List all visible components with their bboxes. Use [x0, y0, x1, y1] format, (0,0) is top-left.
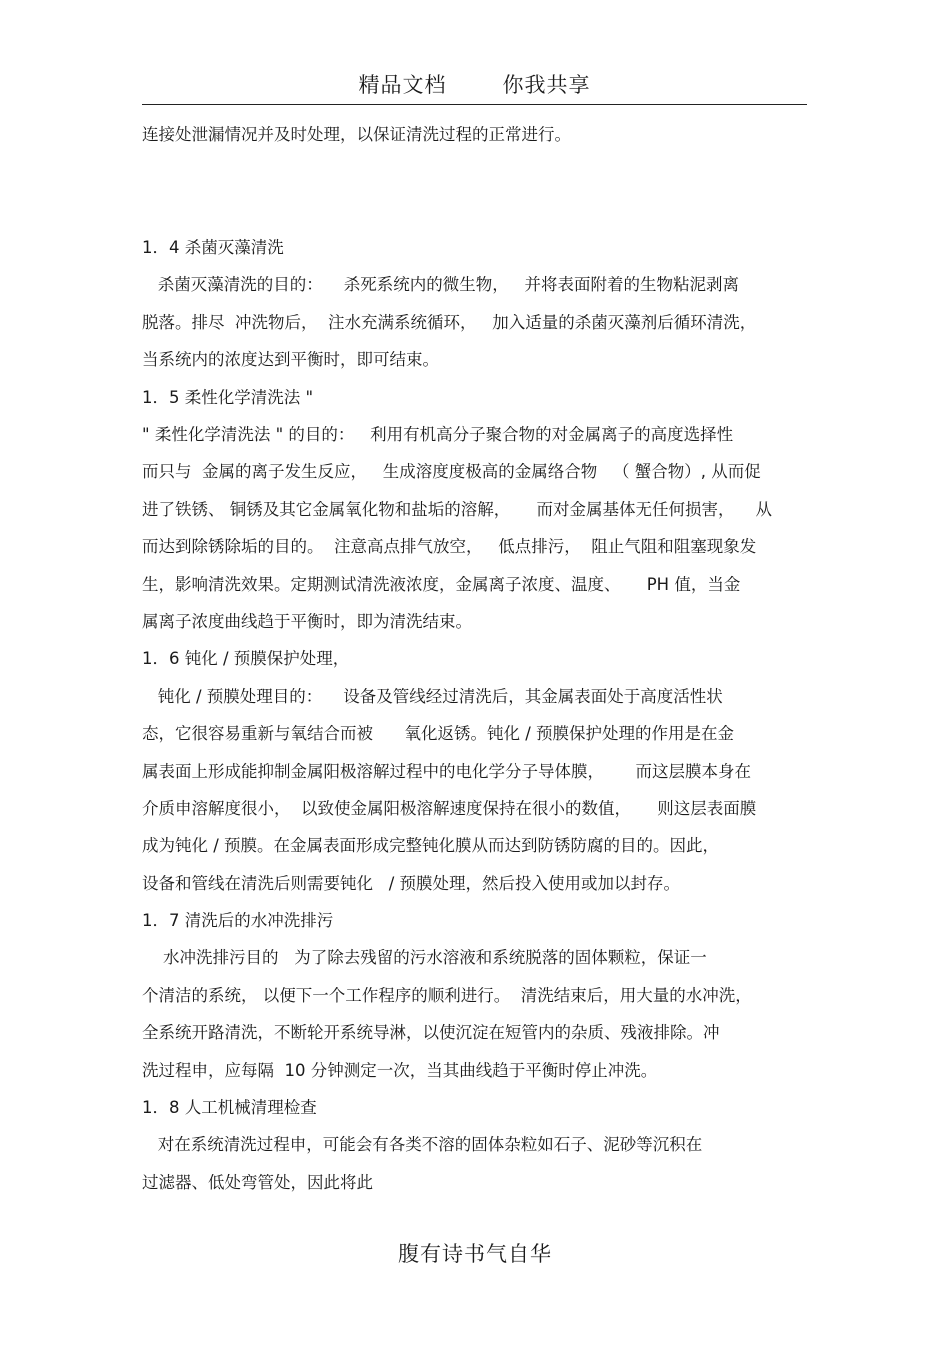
body-line: 态，它很容易重新与氧结合而被 氧化返锈。钝化 / 预膜保护处理的作用是在金 [142, 724, 735, 743]
body-line: 水冲洗排污目的 为了除去残留的污水溶液和系统脱落的固体颗粒，保证一 [142, 948, 707, 967]
section-heading: 1．8 人工机械清理检查 [142, 1098, 317, 1117]
section-heading: 1．7 清洗后的水冲洗排污 [142, 911, 334, 930]
body-line: 而达到除锈除垢的目的。 注意高点排气放空， 低点排污， 阻止气阻和阻塞现象发 [142, 537, 757, 556]
body-line: 钝化 / 预膜处理目的： 设备及管线经过清洗后，其金属表面处于高度活性状 [142, 687, 723, 706]
body-line: " 柔性化学清洗法 " 的目的： 利用有机高分子聚合物的对金属离子的高度选择性 [142, 425, 734, 444]
body-line: 介质申溶解度很小， 以致使金属阳极溶解速度保持在很小的数值， 则这层表面膜 [142, 799, 757, 818]
page-footer: 腹有诗书气自华 [398, 1242, 552, 1266]
body-line: 进了铁锈、 铜锈及其它金属氧化物和盐垢的溶解， 而对金属基体无任何损害， 从 [142, 500, 772, 519]
section-heading: 1．6 钝化 / 预膜保护处理， [142, 649, 350, 668]
header-right-text: 你我共享 [502, 73, 591, 97]
body-line: 杀菌灭藻清洗的目的： 杀死系统内的微生物， 并将表面附着的生物粘泥剥离 [142, 275, 739, 294]
body-line: 设备和管线在清洗后则需要钝化 / 预膜处理，然后投入使用或加以封存。 [142, 874, 681, 893]
section-heading: 1．5 柔性化学清洗法 " [142, 388, 314, 407]
body-line: 过滤器、低处弯管处，因此将此 [142, 1173, 373, 1192]
body-line: 生，影响清洗效果。定期测试清洗液浓度，金属离子浓度、温度、 PH 值，当金 [142, 575, 741, 594]
body-line: 而只与 金属的离子发生反应， 生成溶度度极高的金属络合物 （ 蟹合物）, 从而促 [142, 462, 761, 481]
body-line: 脱落。排尽 冲洗物后， 注水充满系统循环， 加入适量的杀菌灭藻剂后循环清洗， [142, 313, 757, 332]
body-line: 属离子浓度曲线趋于平衡时，即为清洗结束。 [142, 612, 472, 631]
body-line: 个清洁的系统， 以便下一个工作程序的顺利进行。 清洗结束后，用大量的水冲洗， [142, 986, 752, 1005]
section-heading: 1．4 杀菌灭藻清洗 [142, 238, 284, 257]
body-line: 全系统开路清洗，不断轮开系统导淋，以使沉淀在短管内的杂质、残液排除。冲 [142, 1023, 720, 1042]
body-line: 当系统内的浓度达到平衡时，即可结束。 [142, 350, 439, 369]
header-left-text: 精品文档 [358, 73, 447, 97]
body-line: 成为钝化 / 预膜。在金属表面形成完整钝化膜从而达到防锈防腐的目的。因此， [142, 836, 720, 855]
page-header [142, 68, 807, 105]
body-line: 洗过程申，应每隔 10 分钟测定一次，当其曲线趋于平衡时停止冲洗。 [142, 1061, 658, 1080]
body-line: 连接处泄漏情况并及时处理，以保证清洗过程的正常进行。 [142, 125, 571, 144]
body-line: 对在系统清洗过程申，可能会有各类不溶的固体杂粒如石子、泥砂等沉积在 [142, 1135, 703, 1154]
body-line: 属表面上形成能抑制金属阳极溶解过程中的电化学分子导体膜， 而这层膜本身在 [142, 762, 751, 781]
